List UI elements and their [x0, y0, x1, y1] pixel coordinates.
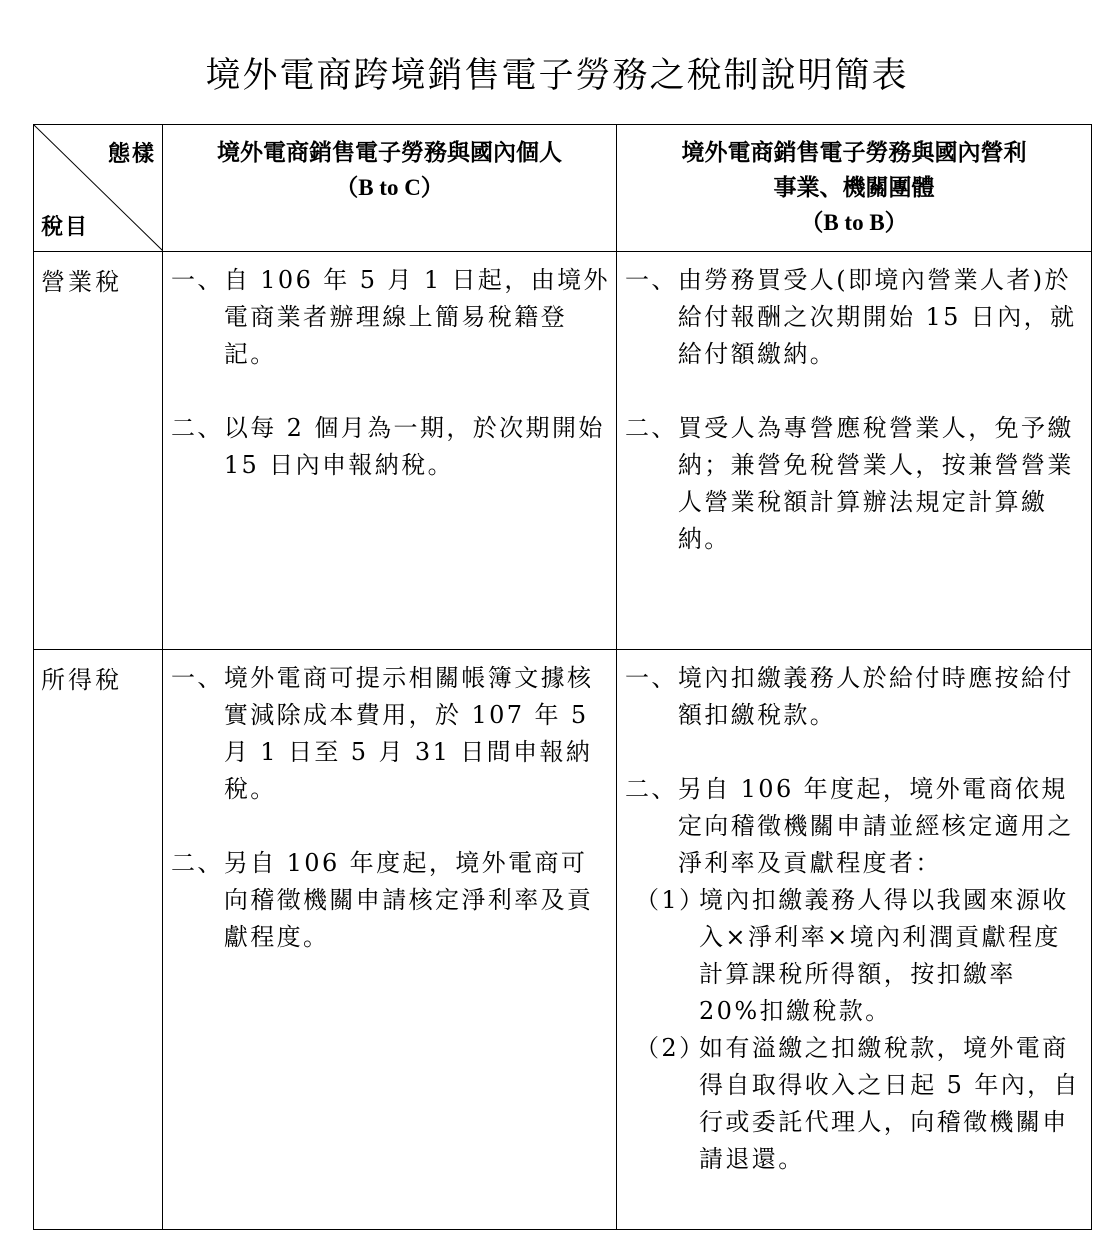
diagonal-header-cell [34, 125, 163, 252]
list-item [625, 262, 1085, 373]
header-b2b-line3: （B to B） [800, 210, 908, 235]
item-text: 另自 106 年度起，境外電商可向稽徵機關申請核定淨利率及貢獻程度。 [223, 849, 594, 951]
sub-item-text: 如有溢繳之扣繳稅款，境外電商得自取得收入之日起 5 年內，自行或委託代理人，向稽徵機關申請退還。 [699, 1034, 1080, 1173]
sub-item [625, 1030, 1085, 1178]
header-type-label: 態樣 [107, 141, 156, 167]
sub-item-number: （2） [635, 1034, 706, 1062]
row-label-income-tax: 所得稅 [34, 650, 163, 1230]
item-text: 境外電商可提示相關帳簿文據核實減除成本費用，於 107 年 5 月 1 日至 5 月 31 日間申報納稅。 [223, 664, 594, 803]
list-item [171, 660, 610, 808]
list-item [171, 410, 610, 484]
item-text: 另自 106 年度起，境外電商依規定向稽徵機關申請並經核定適用之淨利率及貢獻程度者： [677, 775, 1074, 877]
header-b2b-line2: 事業、機關團體 [773, 174, 935, 201]
list-item [625, 410, 1085, 558]
sub-item [625, 882, 1085, 1030]
item-number: 一、 [625, 664, 678, 692]
item-text: 由勞務買受人(即境內營業人者)於給付報酬之次期開始 15 日內，就給付額繳納。 [677, 266, 1077, 368]
sub-item-number: （1） [635, 886, 706, 914]
income-tax-b2c-cell [163, 650, 617, 1230]
header-b2b [617, 125, 1092, 252]
table-row-business-tax [34, 252, 1092, 650]
item-number: 二、 [171, 414, 224, 442]
row-label-business-tax: 營業稅 [34, 252, 163, 650]
item-number: 二、 [625, 775, 678, 803]
item-number: 一、 [625, 266, 678, 294]
page-title: 境外電商跨境銷售電子勞務之稅制說明簡表 [205, 56, 909, 96]
list-item [171, 845, 610, 956]
item-number: 一、 [171, 266, 224, 294]
header-b2c [163, 125, 617, 252]
income-tax-b2b-cell [617, 650, 1092, 1230]
list-item [171, 262, 610, 373]
list-item [625, 771, 1085, 882]
item-text: 境內扣繳義務人於給付時應按給付額扣繳稅款。 [677, 664, 1074, 729]
list-item [625, 660, 1085, 734]
header-tax-item-label: 稅目 [41, 214, 90, 240]
item-text: 以每 2 個月為一期，於次期開始 15 日內申報納稅。 [223, 414, 605, 479]
table-row-income-tax [34, 650, 1092, 1230]
business-tax-b2c-cell [163, 252, 617, 650]
header-b2c-line2: （B to C） [335, 175, 444, 200]
item-number: 一、 [171, 664, 224, 692]
item-number: 二、 [171, 849, 224, 877]
item-number: 二、 [625, 414, 678, 442]
tax-summary-table [33, 124, 1092, 1230]
item-text: 自 106 年 5 月 1 日起，由境外電商業者辦理線上簡易稅籍登記。 [223, 266, 610, 368]
item-text: 買受人為專營應稅營業人，免予繳納；兼營免稅營業人，按兼營營業人營業稅額計算辦法規定計算繳納。 [677, 414, 1074, 553]
sub-item-text: 境內扣繳義務人得以我國來源收入×淨利率×境內利潤貢獻程度計算課稅所得額，按扣繳率 20%扣繳稅款。 [699, 886, 1069, 1025]
table-header-row [34, 125, 1092, 252]
header-b2c-line1: 境外電商銷售電子勞務與國內個人 [217, 139, 562, 166]
business-tax-b2b-cell [617, 252, 1092, 650]
header-b2b-line1: 境外電商銷售電子勞務與國內營利 [681, 139, 1027, 166]
